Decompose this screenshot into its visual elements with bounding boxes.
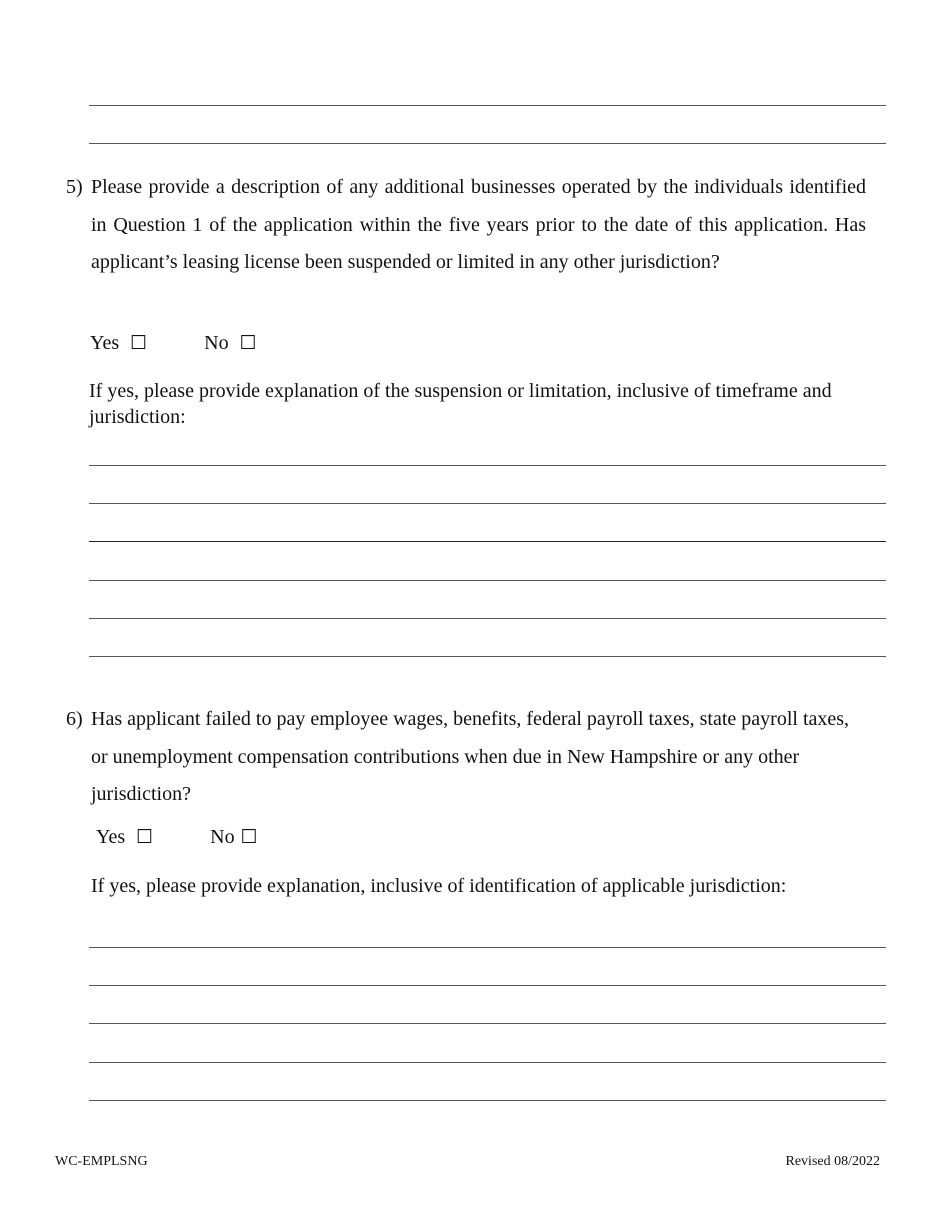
question-5-text: Please provide a description of any additional businesses operated by the individuals identified in Question 1 of the application within the five years prior to the date of this application. Has applicant’s leasing license been suspended or limited in any other jurisdiction? <box>91 176 866 273</box>
question-6-number: 6) <box>66 708 83 730</box>
question-5-number: 5) <box>66 176 83 198</box>
answer-line[interactable] <box>89 985 886 986</box>
answer-line[interactable] <box>89 541 886 542</box>
q5-yes-checkbox[interactable]: ☐ <box>130 332 148 354</box>
question-6-followup: If yes, please provide explanation, inclusive of identification of applicable jurisdiction: <box>91 875 787 897</box>
answer-line[interactable] <box>89 1100 886 1101</box>
answer-line[interactable] <box>89 618 886 619</box>
answer-line[interactable] <box>89 947 886 948</box>
answer-line[interactable] <box>89 1062 886 1063</box>
q6-yes-checkbox[interactable]: ☐ <box>136 826 154 848</box>
q6-no-checkbox[interactable]: ☐ <box>240 826 258 848</box>
q5-no-label: No <box>204 332 229 354</box>
answer-line[interactable] <box>89 580 886 581</box>
answer-line[interactable] <box>89 1023 886 1024</box>
answer-line[interactable] <box>89 465 886 466</box>
question-6-options <box>96 826 258 849</box>
q5-no-checkbox[interactable]: ☐ <box>239 332 257 354</box>
answer-line[interactable] <box>89 143 886 144</box>
question-5-followup: If yes, please provide explanation of the suspension or limitation, inclusive of timeframe and jurisdiction: <box>89 380 832 428</box>
question-5-options <box>90 332 257 355</box>
q6-yes-label: Yes <box>96 826 126 848</box>
q5-yes-label: Yes <box>90 332 120 354</box>
revision-date: Revised 08/2022 <box>785 1154 880 1169</box>
answer-line[interactable] <box>89 656 886 657</box>
q6-no-label: No <box>210 826 235 848</box>
answer-line[interactable] <box>89 503 886 504</box>
form-id: WC-EMPLSNG <box>55 1154 148 1169</box>
question-6-text: Has applicant failed to pay employee wages, benefits, federal payroll taxes, state payroll taxes, or unemployment compensation contributions when due in New Hampshire or any other jurisdiction? <box>91 708 850 805</box>
answer-line[interactable] <box>89 105 886 106</box>
